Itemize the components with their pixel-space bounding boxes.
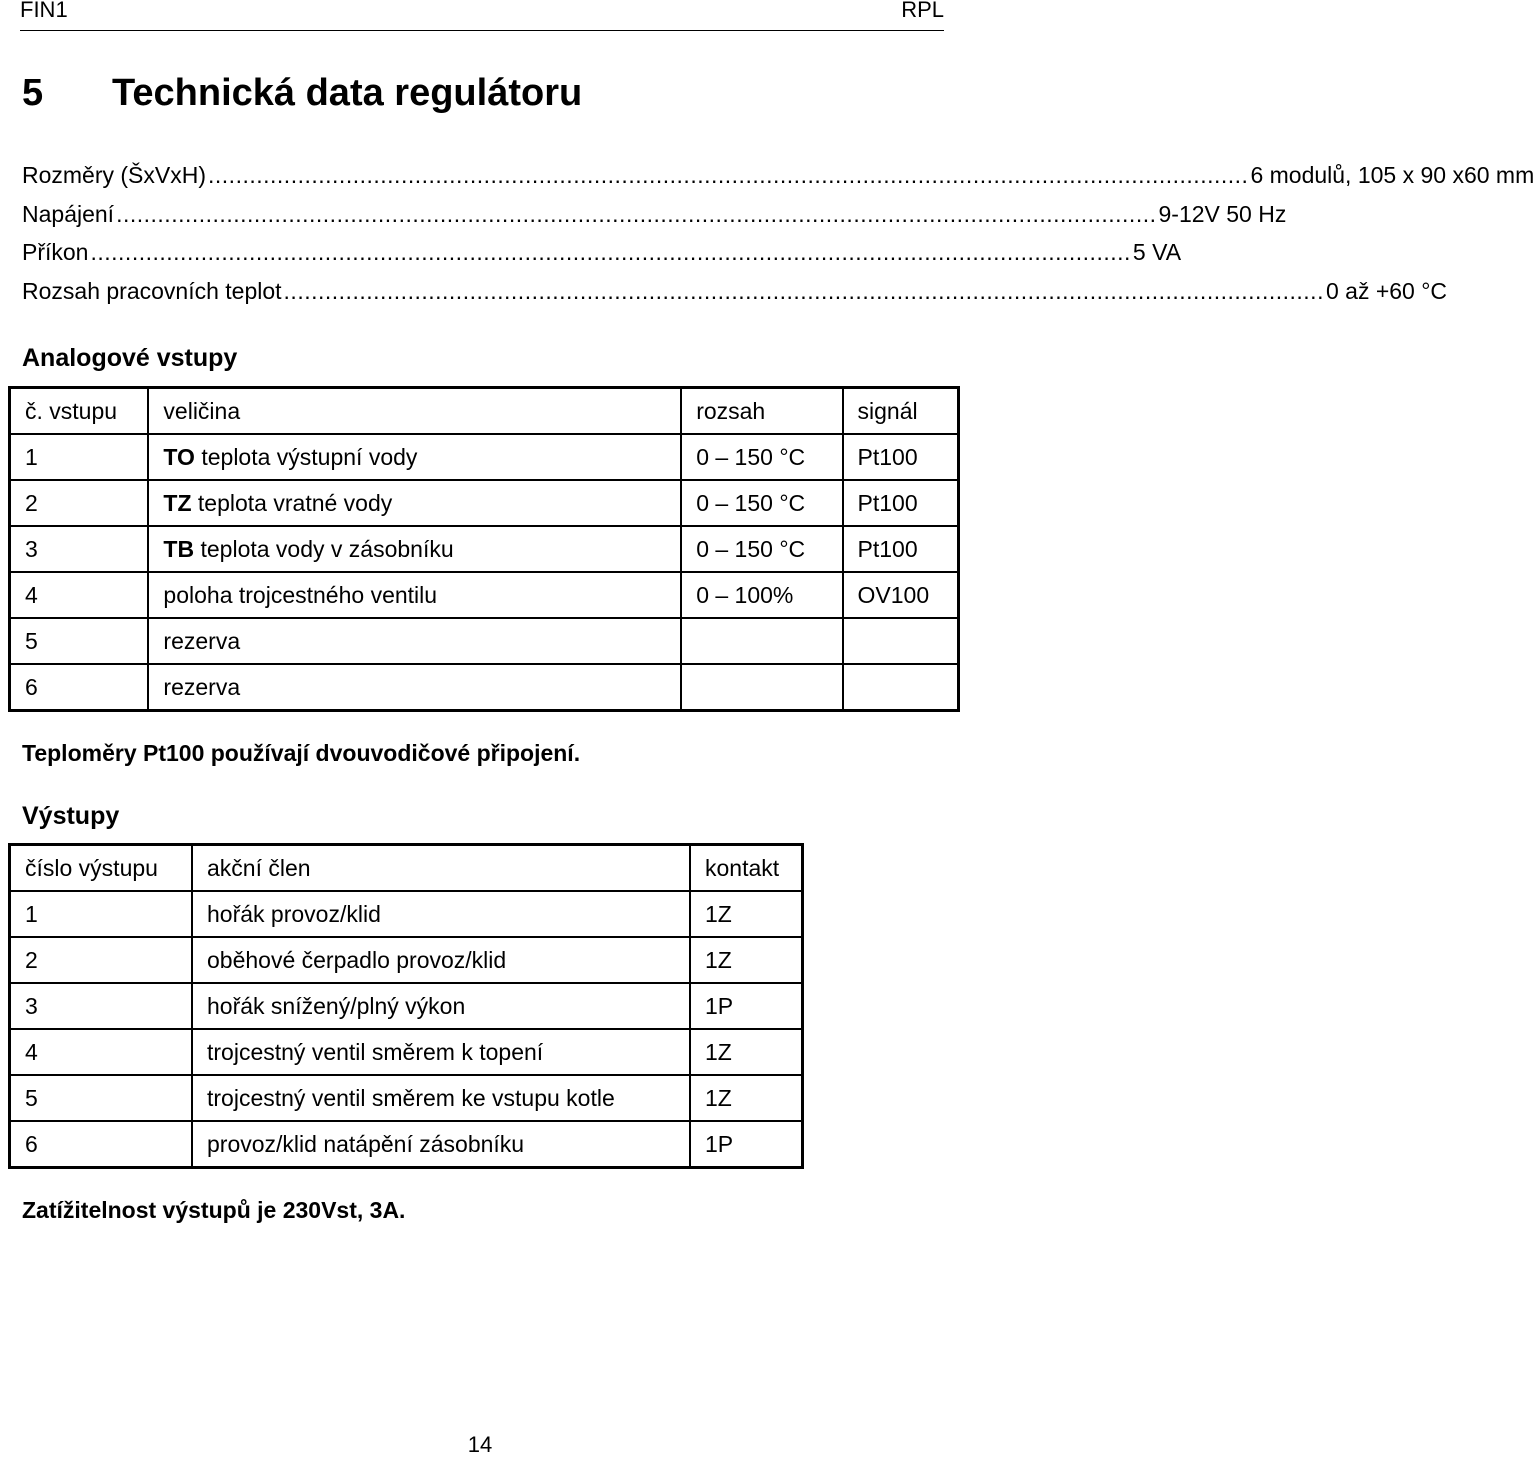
section-number: 5 xyxy=(22,72,44,114)
spec-row xyxy=(22,239,1182,278)
cell-num: 2 xyxy=(10,480,149,526)
cell-num: 5 xyxy=(10,1075,193,1121)
cell-actuator: oběhové čerpadlo provoz/klid xyxy=(192,937,690,983)
analog-inputs-table xyxy=(8,386,960,712)
spec-value: 5 VA xyxy=(1132,239,1182,265)
cell-signal: Pt100 xyxy=(843,526,959,572)
table-header-row xyxy=(10,845,803,892)
spec-leader: ....................................................................................................................................................... xyxy=(116,200,1157,227)
cell-contact: 1P xyxy=(690,1121,803,1168)
section-title-text: Technická data regulátoru xyxy=(112,72,583,114)
col-header: rozsah xyxy=(681,388,842,435)
col-header: signál xyxy=(843,388,959,435)
col-header: číslo výstupu xyxy=(10,845,193,892)
table-row xyxy=(10,1029,803,1075)
cell-num: 1 xyxy=(10,434,149,480)
cell-contact: 1P xyxy=(690,983,803,1029)
table-row xyxy=(10,1121,803,1168)
spec-list xyxy=(22,162,1534,316)
table-row xyxy=(10,572,959,618)
spec-leader: ....................................................................................................................................................... xyxy=(208,162,1249,188)
cell-num: 4 xyxy=(10,1029,193,1075)
cell-contact: 1Z xyxy=(690,937,803,983)
header-right: RPL xyxy=(901,0,944,22)
cell-num: 3 xyxy=(10,526,149,572)
spec-row xyxy=(22,162,1534,201)
cell-num: 4 xyxy=(10,572,149,618)
spec-value: 0 až +60 °C xyxy=(1325,277,1448,304)
cell-signal xyxy=(843,618,959,664)
cell-signal xyxy=(843,664,959,711)
cell-contact: 1Z xyxy=(690,1075,803,1121)
cell-range xyxy=(681,618,842,664)
spec-leader: ....................................................................................................................................................... xyxy=(283,277,1324,304)
table-header-row xyxy=(10,388,959,435)
cell-code: TO xyxy=(163,443,195,470)
spec-key: Příkon xyxy=(22,239,89,265)
cell-actuator: hořák provoz/klid xyxy=(192,891,690,937)
cell-quantity xyxy=(148,618,681,664)
cell-num: 5 xyxy=(10,618,149,664)
col-header: akční člen xyxy=(192,845,690,892)
outputs-heading: Výstupy xyxy=(22,802,120,830)
col-header: kontakt xyxy=(690,845,803,892)
cell-range: 0 – 150 °C xyxy=(681,480,842,526)
cell-quantity xyxy=(148,480,681,526)
table-row xyxy=(10,1075,803,1121)
page-number: 14 xyxy=(467,1432,493,1457)
cell-quantity xyxy=(148,434,681,480)
spec-row xyxy=(22,277,1448,317)
cell-desc: rezerva xyxy=(163,673,241,700)
spec-key: Rozměry (ŠxVxH) xyxy=(22,162,207,188)
analog-heading: Analogové vstupy xyxy=(22,344,238,372)
cell-contact: 1Z xyxy=(690,891,803,937)
cell-range xyxy=(681,664,842,711)
cell-actuator: hořák snížený/plný výkon xyxy=(192,983,690,1029)
spec-value: 9-12V 50 Hz xyxy=(1158,200,1287,227)
cell-quantity xyxy=(148,526,681,572)
cell-code: TZ xyxy=(163,489,192,516)
cell-quantity xyxy=(148,572,681,618)
cell-desc: teplota vratné vody xyxy=(191,489,393,516)
cell-num: 1 xyxy=(10,891,193,937)
cell-range: 0 – 150 °C xyxy=(681,434,842,480)
cell-desc: poloha trojcestného ventilu xyxy=(163,581,438,608)
spec-key: Rozsah pracovních teplot xyxy=(22,277,282,304)
page-header xyxy=(20,0,944,31)
spec-leader: ....................................................................................................................................................... xyxy=(90,239,1131,265)
cell-num: 6 xyxy=(10,664,149,711)
cell-desc: rezerva xyxy=(163,627,241,654)
cell-quantity xyxy=(148,664,681,711)
cell-signal: Pt100 xyxy=(843,480,959,526)
section-title xyxy=(22,72,582,115)
table-row xyxy=(10,937,803,983)
table-row xyxy=(10,891,803,937)
cell-actuator: provoz/klid natápění zásobníku xyxy=(192,1121,690,1168)
table-row xyxy=(10,618,959,664)
cell-range: 0 – 100% xyxy=(681,572,842,618)
cell-num: 6 xyxy=(10,1121,193,1168)
cell-desc: teplota výstupní vody xyxy=(194,443,418,470)
cell-code: TB xyxy=(163,535,195,562)
header-left: FIN1 xyxy=(20,0,68,22)
cell-contact: 1Z xyxy=(690,1029,803,1075)
table-row xyxy=(10,526,959,572)
cell-num: 3 xyxy=(10,983,193,1029)
col-header: č. vstupu xyxy=(10,388,149,435)
cell-range: 0 – 150 °C xyxy=(681,526,842,572)
outputs-note: Zatížitelnost výstupů je 230Vst, 3A. xyxy=(22,1197,406,1223)
cell-num: 2 xyxy=(10,937,193,983)
cell-actuator: trojcestný ventil směrem k topení xyxy=(192,1029,690,1075)
cell-signal: Pt100 xyxy=(843,434,959,480)
spec-key: Napájení xyxy=(22,200,115,227)
table-row xyxy=(10,983,803,1029)
table-row xyxy=(10,480,959,526)
spec-value: 6 modulů, 105 x 90 x60 mm xyxy=(1250,162,1534,188)
cell-signal: OV100 xyxy=(843,572,959,618)
table-row xyxy=(10,664,959,711)
outputs-table xyxy=(8,843,804,1169)
spec-row xyxy=(22,200,1287,240)
col-header: veličina xyxy=(148,388,681,435)
table-row xyxy=(10,434,959,480)
cell-actuator: trojcestný ventil směrem ke vstupu kotle xyxy=(192,1075,690,1121)
analog-note: Teploměry Pt100 používají dvouvodičové připojení. xyxy=(22,740,581,766)
cell-desc: teplota vody v zásobníku xyxy=(194,535,454,562)
